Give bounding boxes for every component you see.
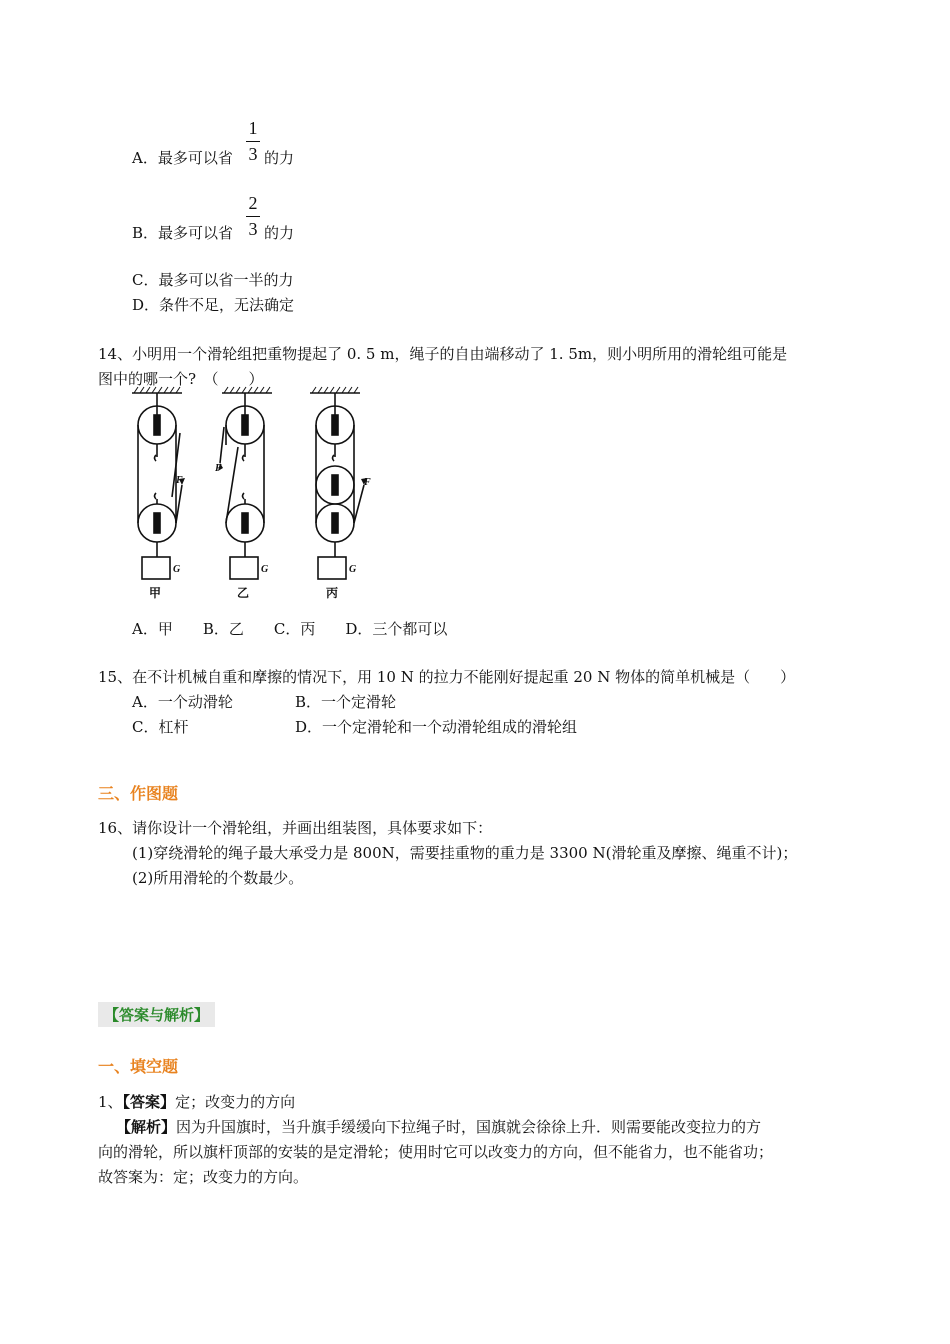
fraction-numerator: 2 [248, 193, 258, 213]
q13-option-b-prefix: B．最多可以省 [132, 224, 234, 242]
answer-1-explanation-line2: 向的滑轮，所以旗杆顶部的安装的是定滑轮；使用时它可以改变力的方向，但不能省力，也不能省功； [98, 1143, 774, 1161]
weight-label-yi: G [261, 564, 269, 575]
answer-1-explanation-text1: 因为升国旗时，当升旗手缓缓向下拉绳子时，国旗就会徐徐上升．则需要能改变拉力的方 [176, 1118, 762, 1136]
pulley-system-jia [132, 387, 182, 579]
answer-1-explanation-line1 [116, 1117, 761, 1137]
q15-option-c: C．杠杆 [132, 718, 189, 736]
q15-option-b: B．一个定滑轮 [295, 693, 397, 711]
q14-options: A．甲 B．乙 C．丙 D．三个都可以 [132, 620, 448, 638]
pulley-system-figure [120, 385, 380, 605]
q15-option-a: A．一个动滑轮 [132, 693, 233, 711]
answer-1 [98, 1092, 295, 1112]
fraction-bar [246, 141, 260, 142]
fraction-numerator: 1 [248, 118, 258, 138]
section-title-drawing: 三、作图题 [98, 784, 179, 803]
q13-option-b [132, 223, 233, 243]
fraction-denominator: 3 [248, 144, 258, 164]
answers-tag: 【答案与解析】 [98, 1002, 215, 1027]
force-label-yi: F [215, 463, 222, 474]
weight-label-jia: G [173, 564, 181, 575]
q13-option-b-fraction [245, 193, 261, 240]
q15-stem: 15、在不计机械自重和摩擦的情况下，用 10 N 的拉力不能刚好提起重 20 N 物体的简单机械是（ ） [98, 668, 796, 686]
weight-label-bing: G [349, 564, 357, 575]
pulley-system-bing [310, 387, 364, 579]
q16-requirement-1: (1)穿绕滑轮的绳子最大承受力是 800N，需要挂重物的重力是 3300 N(滑轮重及摩擦、绳重不计)； [132, 844, 798, 862]
caption-bing: 丙 [326, 586, 339, 600]
caption-jia: 甲 [149, 586, 162, 600]
answer-1-explanation-tag: 【解析】 [116, 1118, 177, 1136]
fraction-bar [246, 216, 260, 217]
q13-option-b-suffix: 的力 [264, 224, 295, 242]
q14-stem-line2: 图中的哪一个? （ ） [98, 370, 264, 388]
force-label-jia: F [176, 475, 183, 486]
q13-option-a-prefix: A．最多可以省 [132, 149, 233, 167]
q13-option-a-fraction [245, 118, 261, 165]
answer-1-number: 1、 [98, 1093, 123, 1111]
fraction-denominator: 3 [248, 219, 258, 239]
pulley-system-yi [220, 387, 272, 579]
answer-1-answer: 定；改变力的方向 [175, 1093, 296, 1111]
q13-option-c: C．最多可以省一半的力 [132, 271, 294, 289]
q13-option-a [132, 148, 233, 168]
q16-stem: 16、请你设计一个滑轮组，并画出组装图，具体要求如下： [98, 819, 493, 837]
q15-option-d: D．一个定滑轮和一个动滑轮组成的滑轮组 [295, 718, 578, 736]
force-label-bing: F [364, 477, 371, 488]
section-title-fill-blank: 一、填空题 [98, 1057, 179, 1076]
answer-1-answer-tag: 【答案】 [122, 1093, 176, 1111]
caption-yi: 乙 [237, 586, 250, 600]
q16-requirement-2: (2)所用滑轮的个数最少。 [132, 869, 304, 887]
q13-option-d: D．条件不足，无法确定 [132, 296, 295, 314]
q13-option-a-suffix: 的力 [264, 149, 295, 167]
answer-1-explanation-line3: 故答案为：定；改变力的方向。 [98, 1168, 309, 1186]
q14-stem-line1: 14、小明用一个滑轮组把重物提起了 0. 5 m，绳子的自由端移动了 1. 5m，则小明所用的滑轮组可能是 [98, 345, 788, 363]
